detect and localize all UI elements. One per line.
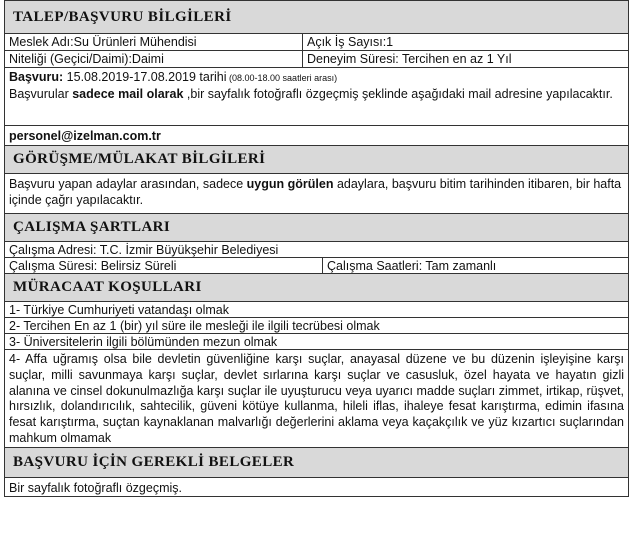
section-title-muracaat: MÜRACAAT KOŞULLARI (4, 273, 629, 301)
basvuru-dates: 15.08.2019-17.08.2019 tarihi (63, 70, 227, 84)
section-title-belgeler: BAŞVURU İÇİN GEREKLİ BELGELER (4, 447, 629, 477)
muracaat-item: 2- Tercihen En az 1 (bir) yıl süre ile mesleği ile ilgili tecrübesi olmak (4, 317, 629, 333)
calisma-adresi: Çalışma Adresi: T.C. İzmir Büyükşehir Belediyesi (9, 242, 279, 257)
basvuru-block (4, 67, 629, 125)
gorusme-post: adaylara, başvuru bitim tarihinden itibaren, bir hafta içinde çağrı yapılacaktır. (9, 177, 622, 207)
document (4, 0, 629, 497)
calisma-suresi: Çalışma Süresi: Belirsiz Süreli (9, 258, 177, 273)
muracaat-item: 4- Affa uğramış olsa bile devletin güvenliğine karşı suçlar, anayasal düzene ve bu düzenin işleyişine karşı suçlar, milli savunmaya karşı suçlar, devlet sırlarına karşı suçlar ve casusluk, özel hayata ve hayatın gizli alanına ve cinsel dokunulmazlığa karşı suçlar ile uyuşturucu veya uyarıcı madde suçları zimmet, irtikap, rüşvet, hırsızlık, dolandırıcılık, sahtecilik, güveni kötüye kullanma, hileli iflas, ihaleye fesat karıştırma, edimin ifasına fesat karıştırma, suçtan kaynaklanan malvarlığı değerlerini aklama veya kaçakçılık ve yüz kızartıcı suçlarından mahkum olmamak (4, 349, 629, 447)
belgeler-text: Bir sayfalık fotoğraflı özgeçmiş. (4, 477, 629, 497)
calisma-row-2 (4, 257, 629, 273)
section-title-gorusme: GÖRÜŞME/MÜLAKAT BİLGİLERİ (4, 145, 629, 173)
niteligi: Niteliği (Geçici/Daimi):Daimi (9, 52, 164, 66)
basvurular-pre: Başvurular (9, 87, 73, 101)
section-title-talep: TALEP/BAŞVURU BİLGİLERİ (4, 0, 629, 33)
muracaat-item: 1- Türkiye Cumhuriyeti vatandaşı olmak (4, 301, 629, 317)
contact-email: personel@izelman.com.tr (9, 129, 161, 143)
gorusme-bold: uygun görülen (246, 177, 334, 191)
calisma-saatleri: Çalışma Saatleri: Tam zamanlı (322, 258, 628, 273)
meslek-adi: Meslek Adı:Su Ürünleri Mühendisi (9, 35, 197, 49)
talep-row-1 (4, 33, 629, 50)
talep-row-2 (4, 50, 629, 67)
section-title-calisma: ÇALIŞMA ŞARTLARI (4, 213, 629, 241)
basvurular-post: ,bir sayfalık fotoğraflı özgeçmiş şeklinde aşağıdaki mail adresine yapılacaktır. (183, 87, 613, 101)
basvurular-bold: sadece mail olarak (72, 87, 184, 101)
muracaat-item: 3- Üniversitelerin ilgili bölümünden mezun olmak (4, 333, 629, 349)
deneyim-suresi: Deneyim Süresi: Tercihen en az 1 Yıl (302, 51, 628, 67)
acik-is-sayisi: Açık İş Sayısı:1 (302, 34, 628, 50)
gorusme-pre: Başvuru yapan adaylar arasından, sadece (9, 177, 247, 191)
basvuru-label: Başvuru: (9, 70, 64, 84)
email-row (4, 125, 629, 145)
basvuru-hours: (08.00-18.00 saatleri arası) (226, 73, 338, 83)
gorusme-text (4, 173, 629, 213)
calisma-row-1 (4, 241, 629, 257)
